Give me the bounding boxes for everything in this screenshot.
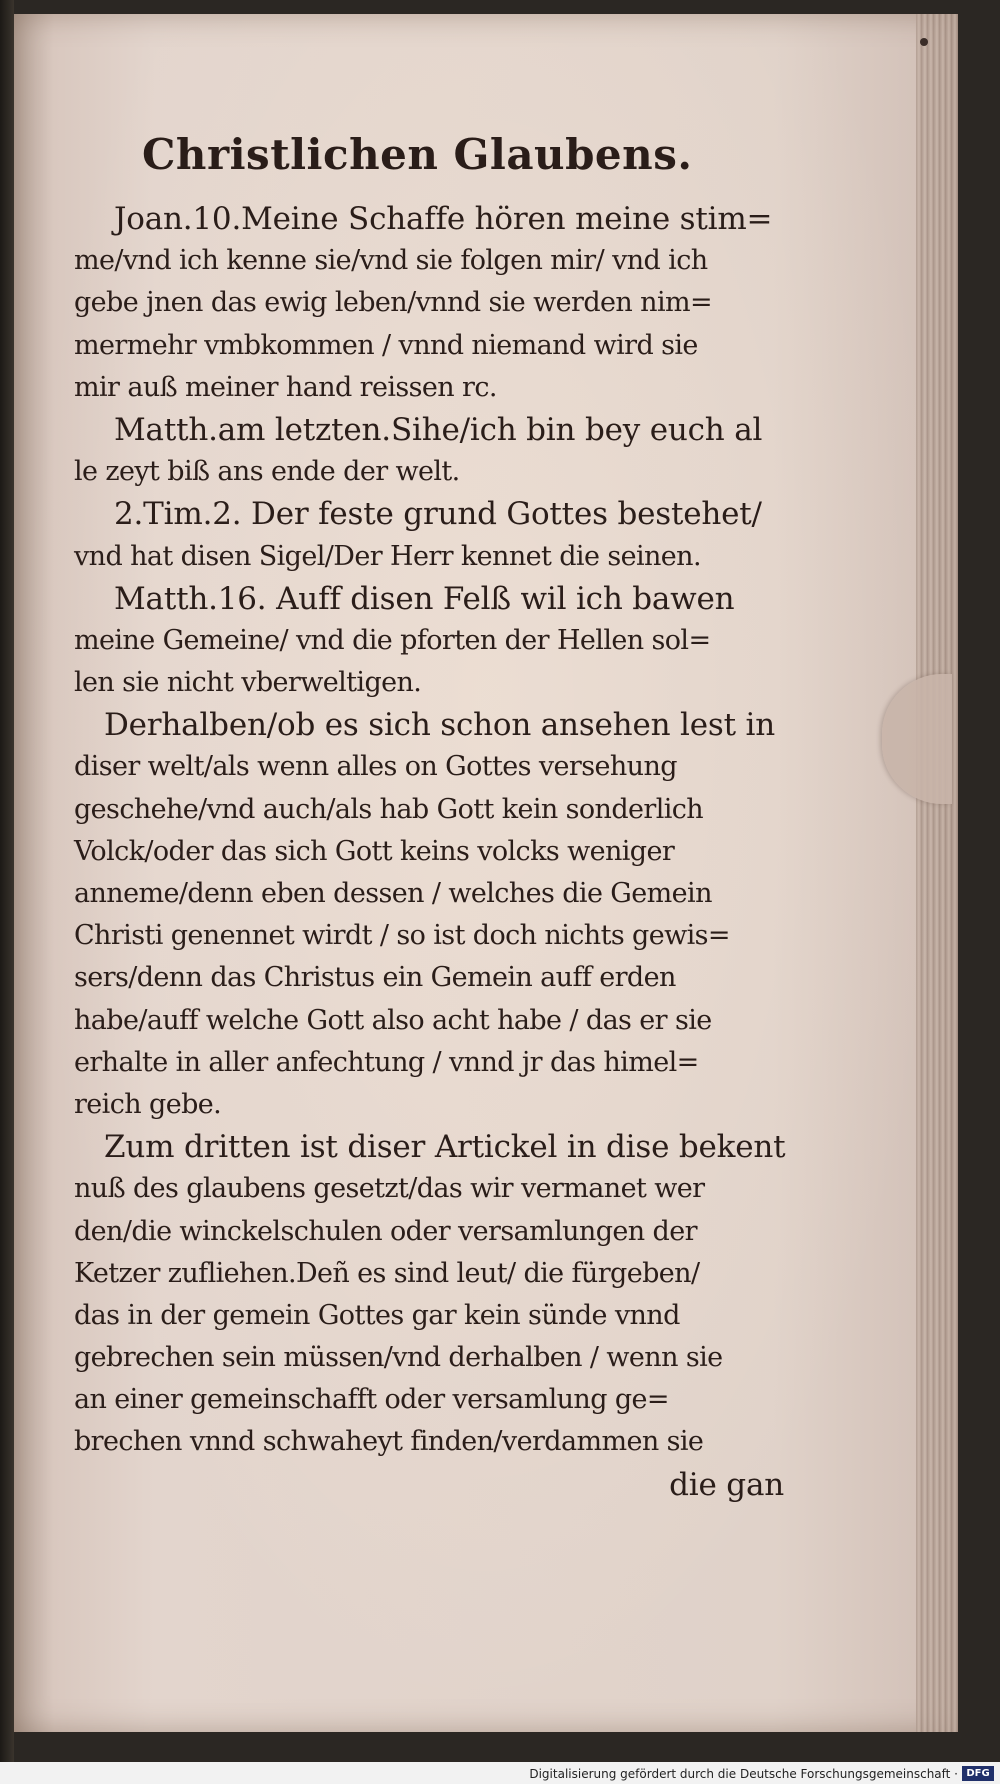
text-line: Derhalben/ob es sich schon ansehen lest in [104, 707, 775, 744]
text-line: Volck/oder das sich Gott keins volcks weniger [74, 835, 675, 867]
text-line: Joan.10.Meine Schaffe hören meine stim= [114, 201, 773, 237]
text-line: gebrechen sein müssen/vnd derhalben / wenn sie [74, 1342, 723, 1374]
text-line: erhalte in aller anfechtung / vnnd jr das himel= [74, 1046, 699, 1078]
text-line: 2.Tim.2. Der feste grund Gottes bestehet/ [114, 496, 762, 533]
text-line: das in der gemein Gottes gar kein sünde vnnd [74, 1299, 680, 1331]
text-line: reich gebe. [74, 1088, 222, 1120]
text-line: diser welt/als wenn alles on Gottes versehung [74, 751, 677, 783]
text-line: me/vnd ich kenne sie/vnd sie folgen mir/ vnd ich [74, 245, 708, 277]
page-fold [882, 674, 952, 804]
text-line: nuß des glaubens gesetzt/das wir vermanet wer [74, 1173, 705, 1205]
text-line: brechen vnnd schwaheyt finden/verdammen sie [74, 1426, 704, 1458]
text-line: gebe jnen das ewig leben/vnnd sie werden nim= [74, 287, 713, 319]
page-text-block [74, 124, 794, 1506]
text-line: mir auß meiner hand reissen rc. [74, 371, 497, 403]
text-line: den/die winckelschulen oder versamlungen der [74, 1215, 697, 1247]
text-line: le zeyt biß ans ende der welt. [74, 456, 460, 488]
digitization-footer [0, 1762, 1000, 1784]
ink-spot [920, 38, 928, 46]
book-page [14, 14, 958, 1732]
text-line: Matth.am letzten.Sihe/ich bin bey euch al [114, 411, 763, 448]
page-edge-stack [916, 14, 958, 1732]
dfg-logo: DFG [962, 1766, 994, 1781]
text-line: Zum dritten ist diser Artickel in dise bekent [104, 1129, 786, 1166]
book-binding [0, 0, 14, 1784]
text-line: vnd hat disen Sigel/Der Herr kennet die seinen. [74, 540, 701, 572]
catchword: die gan [669, 1466, 784, 1503]
text-line: Matth.16. Auff disen Felß wil ich bawen [114, 580, 735, 617]
text-line: meine Gemeine/ vnd die pforten der Hellen sol= [74, 624, 711, 656]
running-head: Christlichen Glaubens. [142, 130, 693, 179]
text-line: mermehr vmbkommen / vnnd niemand wird sie [74, 329, 698, 361]
text-line: len sie nicht vberweltigen. [74, 667, 422, 699]
text-line: Ketzer zufliehen.Deñ es sind leut/ die fürgeben/ [74, 1257, 700, 1289]
text-line: habe/auff welche Gott also acht habe / das er sie [74, 1004, 712, 1036]
text-line: anneme/denn eben dessen / welches die Gemein [74, 878, 712, 909]
text-line: geschehe/vnd auch/als hab Gott kein sonderlich [74, 793, 704, 825]
funding-credit: Digitalisierung gefördert durch die Deutsche Forschungsgemeinschaft · [529, 1767, 958, 1781]
text-line: Christi genennet wirdt / so ist doch nichts gewis= [74, 920, 730, 952]
text-line: sers/denn das Christus ein Gemein auff erden [74, 962, 676, 994]
text-line: an einer gemeinschafft oder versamlung ge= [74, 1384, 669, 1416]
